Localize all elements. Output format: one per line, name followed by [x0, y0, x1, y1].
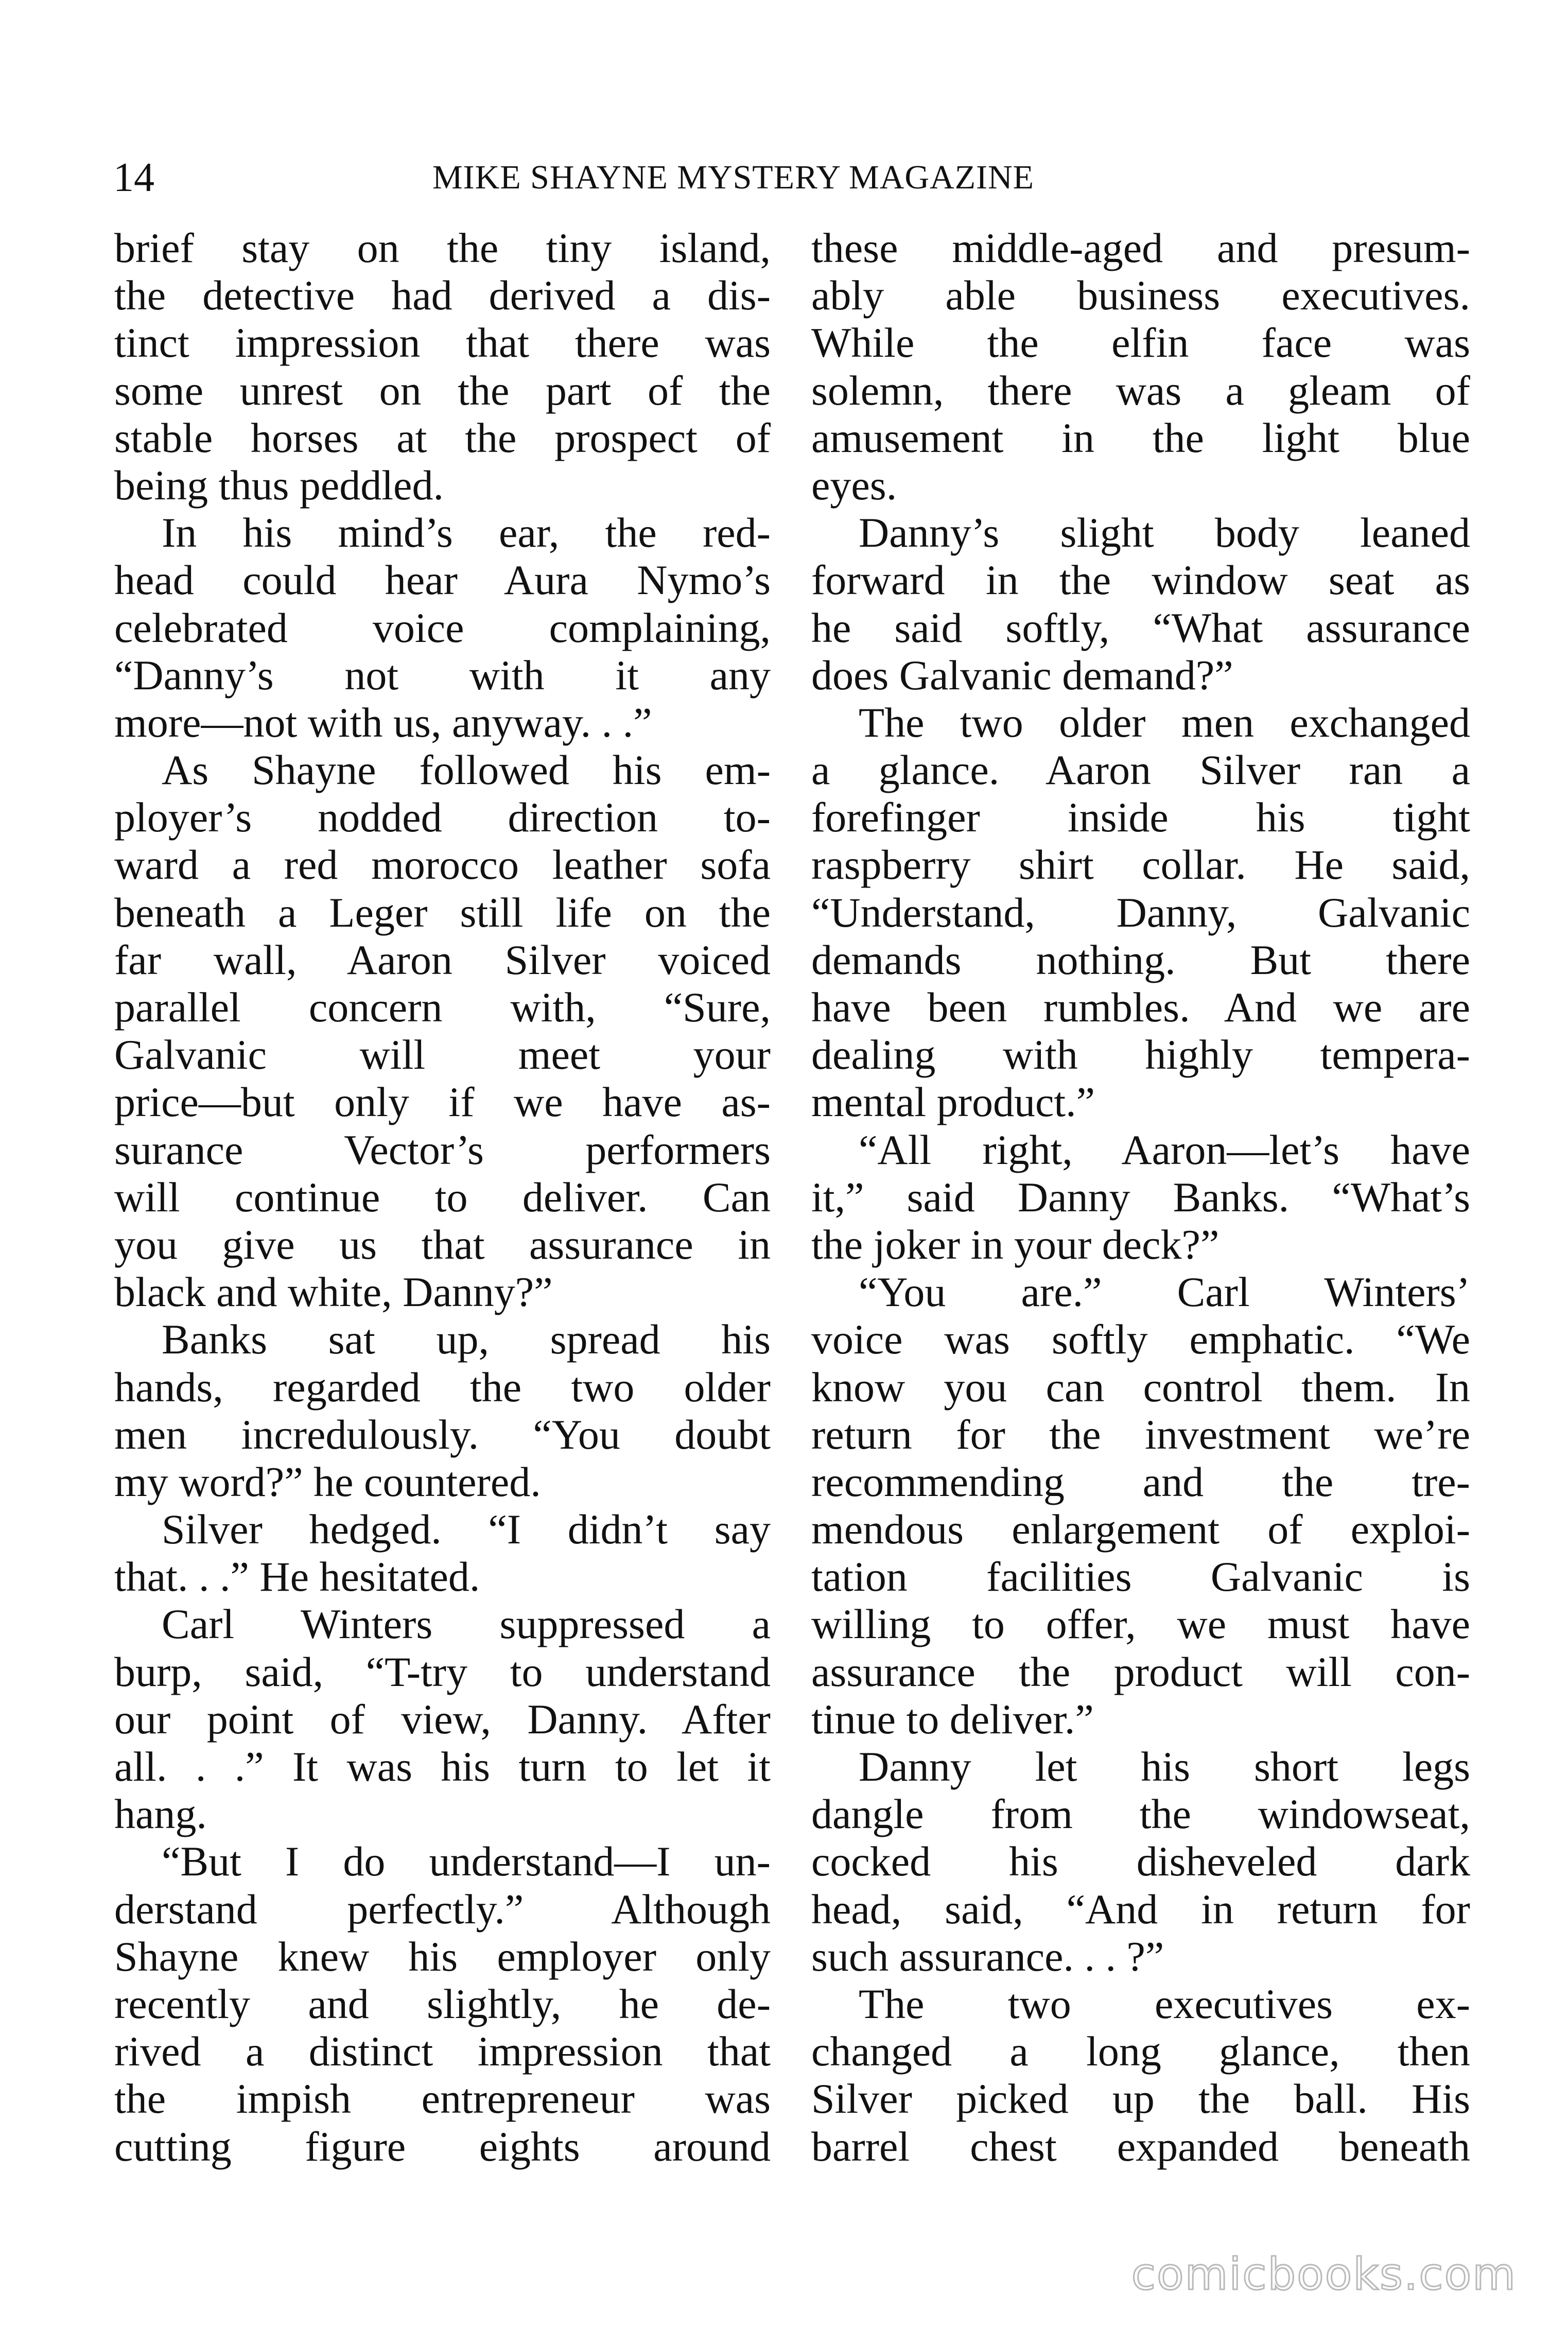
text-line: head, said, “And in return for: [811, 1885, 1470, 1933]
text-line: our point of view, Danny. After: [114, 1695, 771, 1743]
text-line: the impish entrepreneur was: [114, 2075, 771, 2123]
text-line: amusement in the light blue: [811, 414, 1470, 461]
text-line: mendous enlargement of exploi-: [811, 1506, 1470, 1553]
text-line: forefinger inside his tight: [811, 794, 1470, 841]
text-line: such assurance. . . ?”: [811, 1933, 1164, 1980]
text-line: burp, said, “T-try to understand: [114, 1648, 771, 1695]
text-line: head could hear Aura Nymo’s: [114, 557, 771, 604]
text-line: Carl Winters suppressed a: [162, 1601, 771, 1648]
text-line: willing to offer, we must have: [811, 1601, 1470, 1648]
text-line: “All right, Aaron—let’s have: [859, 1126, 1470, 1173]
text-line: celebrated voice complaining,: [114, 604, 771, 651]
text-line: Danny’s slight body leaned: [859, 509, 1470, 557]
text-line: “You are.” Carl Winters’: [859, 1268, 1470, 1316]
text-line: a glance. Aaron Silver ran a: [811, 746, 1470, 794]
text-line: my word?” he countered.: [114, 1458, 541, 1505]
text-line: price—but only if we have as-: [114, 1079, 771, 1126]
right-column: [811, 224, 1470, 2170]
text-line: Shayne knew his employer only: [114, 1933, 771, 1980]
text-line: forward in the window seat as: [811, 557, 1470, 604]
text-line: hands, regarded the two older: [114, 1363, 771, 1411]
text-line: you give us that assurance in: [114, 1221, 771, 1268]
watermark: comicbooks.com: [1131, 2249, 1517, 2300]
text-line: Silver picked up the ball. His: [811, 2075, 1470, 2123]
text-line: As Shayne followed his em-: [162, 746, 771, 794]
text-line: solemn, there was a gleam of: [811, 367, 1470, 414]
text-line: demands nothing. But there: [811, 936, 1470, 983]
text-line: assurance the product will con-: [811, 1648, 1470, 1695]
text-line: brief stay on the tiny island,: [114, 224, 771, 271]
text-line: recommending and the tre-: [811, 1458, 1470, 1505]
text-line: black and white, Danny?”: [114, 1268, 553, 1316]
text-line: Danny let his short legs: [859, 1743, 1470, 1790]
running-head: MIKE SHAYNE MYSTERY MAGAZINE: [432, 159, 1034, 196]
text-line: voice was softly emphatic. “We: [811, 1316, 1470, 1363]
text-line: hang.: [114, 1790, 207, 1838]
text-line: recently and slightly, he de-: [114, 1980, 771, 2027]
text-line: more—not with us, anyway. . .”: [114, 699, 652, 746]
text-line: “But I do understand—I un-: [162, 1838, 771, 1885]
text-line: men incredulously. “You doubt: [114, 1411, 771, 1458]
text-line: return for the investment we’re: [811, 1411, 1470, 1458]
text-line: raspberry shirt collar. He said,: [811, 841, 1470, 889]
text-line: derstand perfectly.” Although: [114, 1885, 771, 1933]
text-line: tinue to deliver.”: [811, 1695, 1094, 1743]
text-line: While the elfin face was: [811, 319, 1470, 367]
text-line: these middle-aged and presum-: [811, 224, 1470, 271]
text-line: eyes.: [811, 461, 897, 509]
text-line: The two executives ex-: [859, 1980, 1470, 2027]
text-line: being thus peddled.: [114, 461, 444, 509]
text-line: Banks sat up, spread his: [162, 1316, 771, 1363]
text-line: mental product.”: [811, 1079, 1095, 1126]
text-line: have been rumbles. And we are: [811, 984, 1470, 1031]
text-line: ward a red morocco leather sofa: [114, 841, 771, 889]
text-line: changed a long glance, then: [811, 2028, 1470, 2075]
text-line: that. . .” He hesitated.: [114, 1553, 480, 1601]
text-line: will continue to deliver. Can: [114, 1173, 771, 1221]
text-line: he said softly, “What assurance: [811, 604, 1470, 651]
text-line: stable horses at the prospect of: [114, 414, 771, 461]
text-line: it,” said Danny Banks. “What’s: [811, 1173, 1470, 1221]
text-line: rived a distinct impression that: [114, 2028, 771, 2075]
text-line: surance Vector’s performers: [114, 1126, 771, 1173]
text-line: In his mind’s ear, the red-: [162, 509, 771, 557]
text-line: all. . .” It was his turn to let it: [114, 1743, 771, 1790]
text-line: does Galvanic demand?”: [811, 651, 1233, 699]
text-line: the detective had derived a dis-: [114, 272, 771, 319]
text-line: ployer’s nodded direction to-: [114, 794, 771, 841]
text-line: Silver hedged. “I didn’t say: [162, 1506, 771, 1553]
left-column: [114, 224, 771, 2170]
text-line: tation facilities Galvanic is: [811, 1553, 1470, 1601]
text-line: cocked his disheveled dark: [811, 1838, 1470, 1885]
text-line: beneath a Leger still life on the: [114, 889, 771, 936]
text-line: dangle from the windowseat,: [811, 1790, 1470, 1838]
text-line: barrel chest expanded beneath: [811, 2123, 1470, 2170]
text-line: know you can control them. In: [811, 1363, 1470, 1411]
text-line: “Danny’s not with it any: [114, 651, 771, 699]
text-line: “Understand, Danny, Galvanic: [811, 889, 1470, 936]
text-line: some unrest on the part of the: [114, 367, 771, 414]
text-line: parallel concern with, “Sure,: [114, 984, 771, 1031]
text-line: The two older men exchanged: [859, 699, 1470, 746]
text-line: cutting figure eights around: [114, 2123, 771, 2170]
text-line: ably able business executives.: [811, 272, 1470, 319]
text-line: the joker in your deck?”: [811, 1221, 1219, 1268]
text-line: tinct impression that there was: [114, 319, 771, 367]
text-line: Galvanic will meet your: [114, 1031, 771, 1079]
text-line: far wall, Aaron Silver voiced: [114, 936, 771, 983]
text-line: dealing with highly tempera-: [811, 1031, 1470, 1079]
page-number: 14: [113, 155, 154, 200]
